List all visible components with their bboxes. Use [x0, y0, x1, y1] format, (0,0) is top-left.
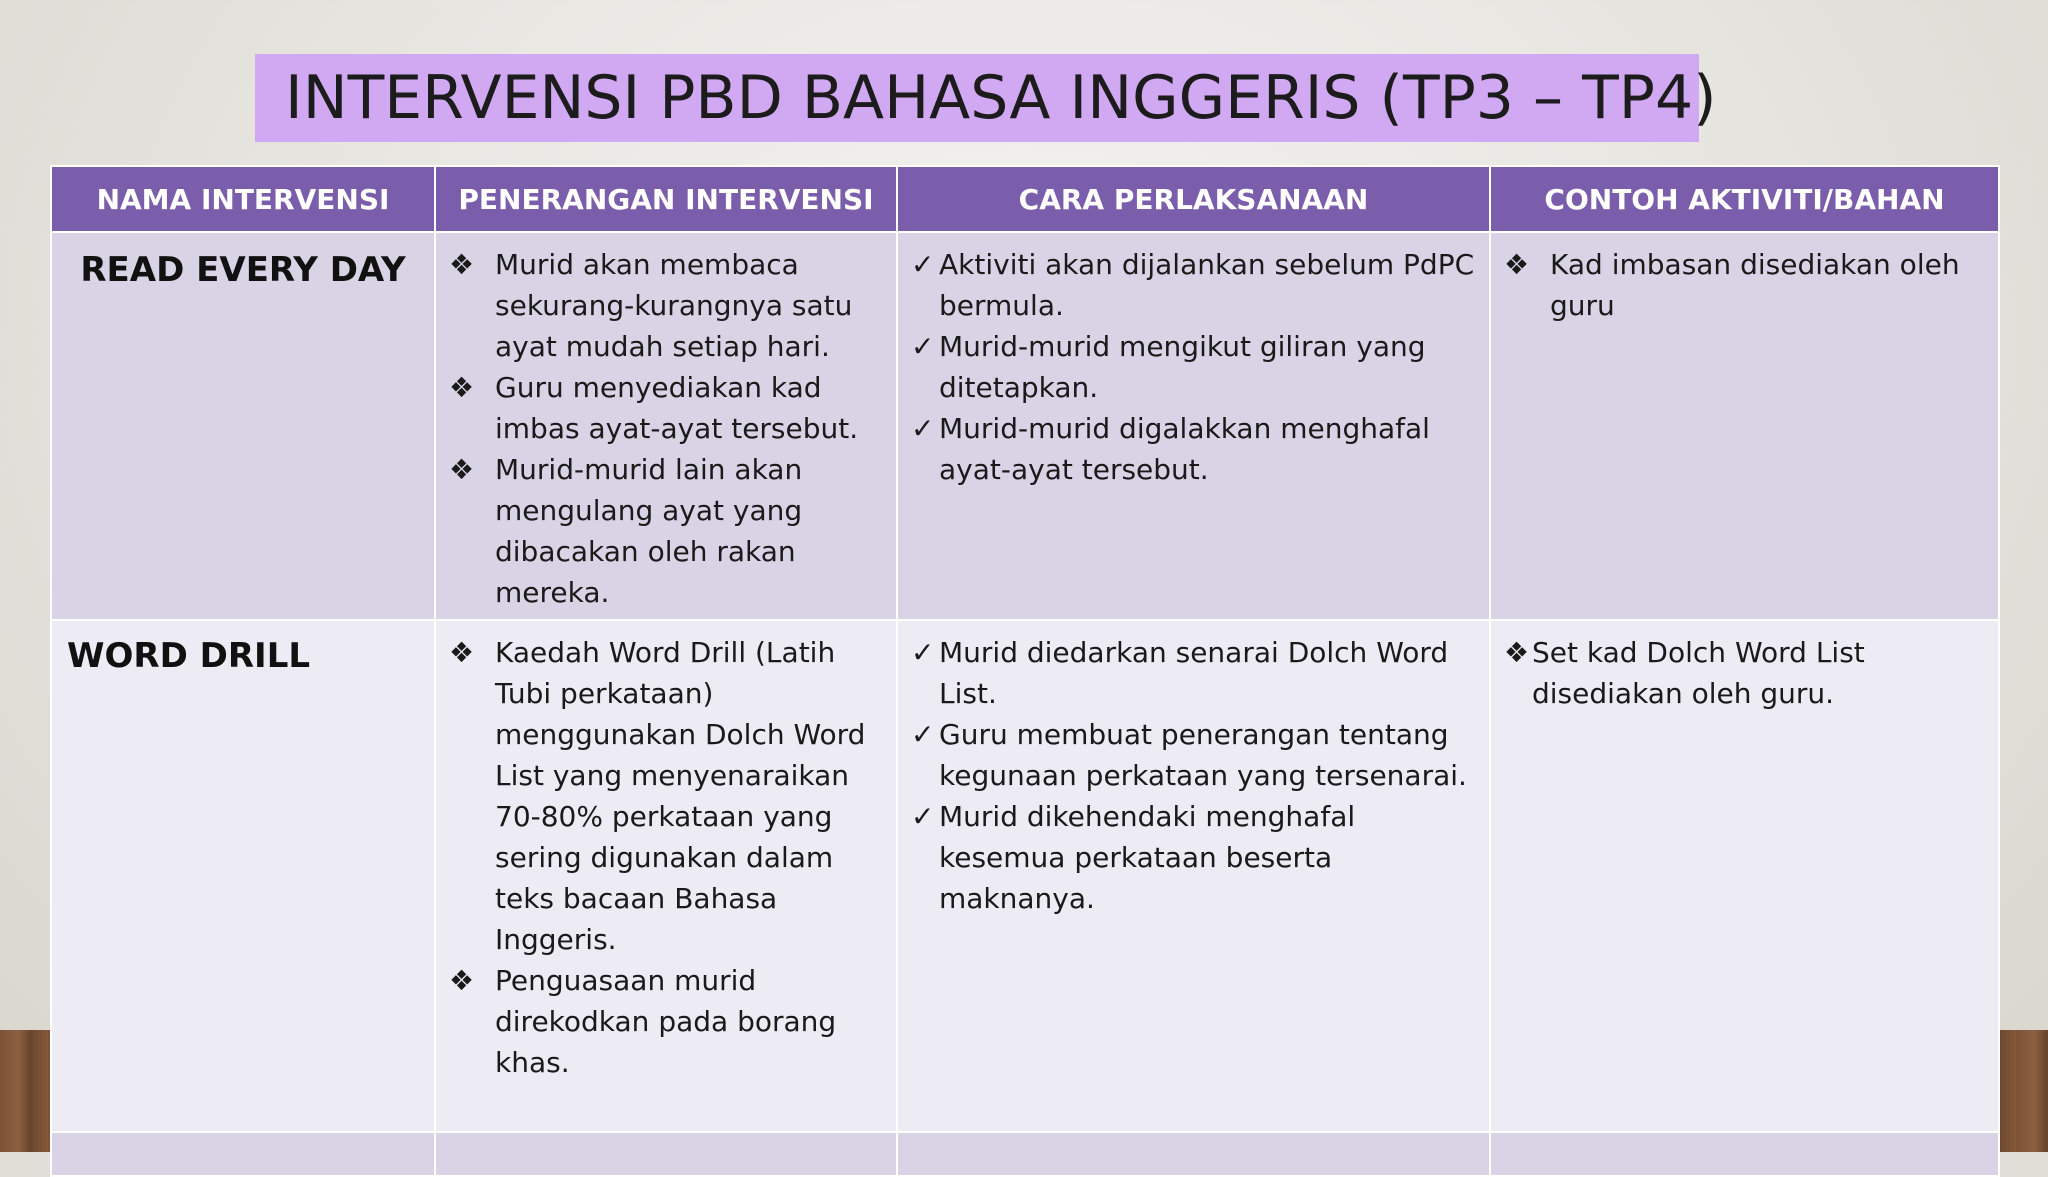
- list-item: ✓ Murid-murid digalakkan menghafal ayat-ayat tersebut.: [911, 408, 1478, 490]
- contoh-list: [1492, 234, 1997, 326]
- slide-title: INTERVENSI PBD BAHASA INGGERIS (TP3 – TP4): [285, 63, 1717, 133]
- header-nama-intervensi: NAMA INTERVENSI: [51, 166, 435, 232]
- penerangan-list: [437, 234, 895, 613]
- cell-name: [51, 232, 435, 620]
- intervention-table: [50, 165, 2000, 1177]
- cell-penerangan: [435, 620, 897, 1132]
- check-bullet-icon: ✓: [911, 636, 935, 669]
- penerangan-list: [437, 622, 895, 1083]
- list-item: ❖ Guru menyediakan kad imbas ayat-ayat tersebut.: [449, 367, 885, 449]
- slide-title-box: [255, 54, 1717, 142]
- header-cara-perlaksanaan: CARA PERLAKSANAAN: [897, 166, 1490, 232]
- list-item: ✓ Murid-murid mengikut giliran yang ditetapkan.: [911, 326, 1478, 408]
- diamond-bullet-icon: ❖: [449, 636, 475, 669]
- check-bullet-icon: ✓: [911, 800, 935, 833]
- contoh-list: [1492, 622, 1997, 714]
- cara-list: [899, 622, 1488, 919]
- list-item: ❖ Kad imbasan disediakan oleh guru: [1504, 244, 1987, 326]
- diamond-bullet-icon: ❖: [449, 964, 475, 997]
- list-item: ✓ Aktiviti akan dijalankan sebelum PdPC bermula.: [911, 244, 1478, 326]
- diamond-bullet-icon: ❖: [449, 248, 475, 281]
- diamond-bullet-icon: ❖: [449, 453, 475, 486]
- check-bullet-icon: ✓: [911, 330, 935, 363]
- cell-contoh: [1490, 620, 1999, 1132]
- header-contoh-aktiviti: CONTOH AKTIVITI/BAHAN: [1490, 166, 1999, 232]
- list-item: ❖ Penguasaan murid direkodkan pada borang khas.: [449, 960, 885, 1083]
- diamond-bullet-icon: ❖: [1504, 248, 1530, 281]
- diamond-bullet-icon: ❖: [449, 371, 475, 404]
- check-bullet-icon: ✓: [911, 248, 935, 281]
- list-item: ✓ Murid diedarkan senarai Dolch Word List.: [911, 632, 1478, 714]
- table-row: [51, 232, 1999, 620]
- check-bullet-icon: ✓: [911, 412, 935, 445]
- diamond-bullet-icon: ❖: [1504, 636, 1530, 669]
- table-header-row: [51, 166, 1999, 232]
- cell-contoh: [1490, 232, 1999, 620]
- cell-cara: [897, 620, 1490, 1132]
- list-item: ❖ Set kad Dolch Word List disediakan oleh guru.: [1504, 632, 1987, 714]
- cell-name: [51, 620, 435, 1132]
- list-item: ✓ Murid dikehendaki menghafal kesemua perkataan beserta maknanya.: [911, 796, 1478, 919]
- intervention-name: READ EVERY DAY: [80, 250, 406, 290]
- list-item: ✓ Guru membuat penerangan tentang kegunaan perkataan yang tersenarai.: [911, 714, 1478, 796]
- list-item: ❖ Murid akan membaca sekurang-kurangnya satu ayat mudah setiap hari.: [449, 244, 885, 367]
- cell-penerangan: [435, 232, 897, 620]
- table-row: [51, 620, 1999, 1132]
- cara-list: [899, 234, 1488, 490]
- check-bullet-icon: ✓: [911, 718, 935, 751]
- table-row-partial: [51, 1132, 1999, 1176]
- list-item: ❖ Murid-murid lain akan mengulang ayat yang dibacakan oleh rakan mereka.: [449, 449, 885, 613]
- intervention-name: WORD DRILL: [67, 636, 311, 676]
- cell-cara: [897, 232, 1490, 620]
- header-penerangan-intervensi: PENERANGAN INTERVENSI: [435, 166, 897, 232]
- list-item: ❖ Kaedah Word Drill (Latih Tubi perkataan) menggunakan Dolch Word List yang menyenaraikan 70-80% perkataan yang sering digunakan dalam teks bacaan Bahasa Inggeris.: [449, 632, 885, 960]
